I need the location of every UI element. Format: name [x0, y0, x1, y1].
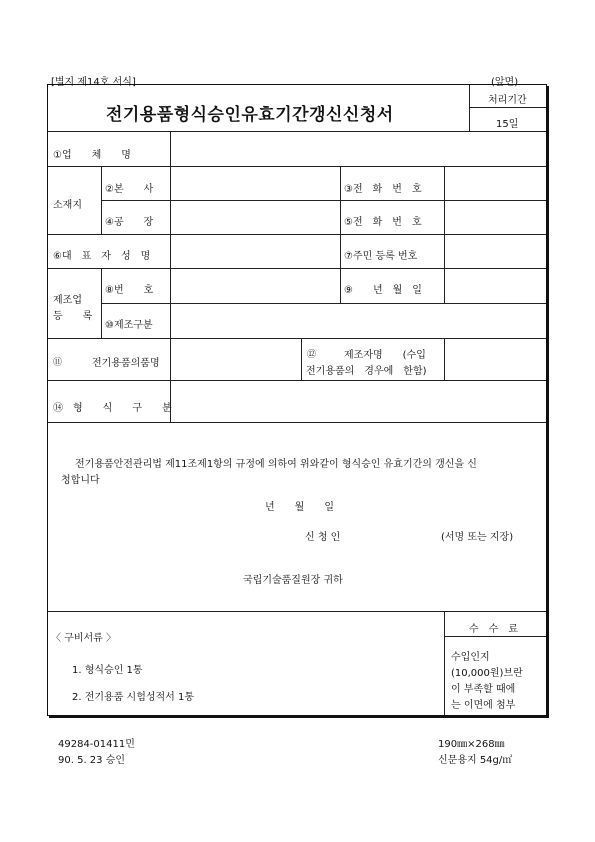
- divider: [469, 107, 546, 108]
- application-date: 년 월 일: [265, 502, 334, 513]
- mfg-registration-label-2: 등 록: [53, 311, 93, 322]
- head-office-label: ②본 사: [105, 184, 154, 195]
- representative-label: ⑥대 표 자 성 명: [53, 251, 151, 262]
- fee-line-1: 수입인지: [451, 652, 490, 663]
- product-name-label: 전기용품의품명: [92, 358, 160, 369]
- manufacturer-label-2: 전기용품의 경우에 한함): [306, 366, 427, 377]
- attachment-item-2: 2. 전기용품 시험성적서 1통: [72, 692, 195, 703]
- page-side-label: (앞면): [491, 77, 519, 88]
- divider: [469, 85, 470, 131]
- application-form: [47, 84, 547, 716]
- divider: [170, 303, 171, 338]
- processing-period-label: 처리기간: [488, 95, 527, 106]
- attachment-item-1: 1. 형식승인 1통: [72, 665, 143, 676]
- divider: [101, 200, 546, 201]
- divider: [170, 234, 171, 268]
- form-code: 49284-01411민: [58, 739, 135, 750]
- form-title: 전기용품형식승인유효기간갱신신청서: [106, 105, 394, 125]
- registration-date-label: ⑨ 년 월 일: [344, 285, 422, 296]
- divider: [48, 611, 546, 612]
- divider: [170, 268, 171, 303]
- mfg-registration-label: 제조업: [53, 295, 82, 306]
- company-name-label: ①업 체 명: [53, 150, 131, 161]
- factory-phone-label: ⑤전 화 번 호: [344, 217, 422, 228]
- signature-label: (서명 또는 지장): [441, 532, 514, 543]
- divider: [170, 131, 171, 166]
- head-office-phone-label: ③전 화 번 호: [344, 184, 422, 195]
- applicant-label: 신 청 인: [305, 532, 341, 543]
- statement-line-1: 전기용품안전관리법 제11조제1항의 규정에 의하여 위와같이 형식승인 유효기간의 갱신을 신: [75, 459, 477, 470]
- divider: [340, 268, 341, 303]
- divider: [444, 338, 445, 380]
- mfg-classification-label: ⑩제조구분: [105, 320, 153, 331]
- divider: [48, 131, 546, 132]
- address-label: 소재지: [53, 200, 82, 211]
- divider: [444, 268, 445, 303]
- addressee: 국립기술품질원장 귀하: [243, 575, 343, 586]
- divider: [48, 380, 546, 381]
- divider: [170, 166, 171, 234]
- factory-label: ④공 장: [105, 217, 154, 228]
- divider: [48, 422, 546, 423]
- divider: [444, 166, 445, 234]
- divider: [48, 268, 546, 269]
- fee-line-4: 는 이면에 첨부: [451, 700, 516, 711]
- divider: [340, 166, 341, 234]
- processing-period-value: 15일: [496, 119, 519, 130]
- attachments-heading: 〈 구비서류 〉: [51, 633, 116, 644]
- manufacturer-number: ⑫: [307, 350, 317, 360]
- fee-heading: 수 수 료: [469, 624, 518, 635]
- divider: [301, 338, 302, 380]
- type-classification-label: ⑭ 형 식 구 분: [53, 403, 172, 414]
- divider: [101, 303, 546, 304]
- product-name-number: ⑪: [53, 358, 63, 368]
- approval-date: 90. 5. 23 승인: [58, 755, 126, 766]
- divider: [48, 234, 546, 235]
- divider: [444, 636, 546, 637]
- form-number: [별지 제14호 서식]: [51, 77, 136, 88]
- divider: [170, 338, 171, 380]
- registration-number-label: ⑧번 호: [105, 285, 154, 296]
- divider: [340, 234, 341, 268]
- resident-number-label: ⑦주민 등록 번호: [344, 251, 418, 262]
- paper-size: 190㎜×268㎜: [438, 739, 505, 750]
- fee-line-3: 이 부족할 때에: [451, 684, 516, 695]
- divider: [444, 234, 445, 268]
- divider: [48, 166, 546, 167]
- paper-type: 신문용지 54g/㎡: [438, 755, 513, 766]
- divider: [170, 380, 171, 422]
- statement-line-2: 청합니다: [61, 475, 100, 486]
- fee-line-2: (10,000원)브란: [451, 668, 523, 679]
- divider: [48, 338, 546, 339]
- manufacturer-label: 제조자명 (수입: [344, 350, 426, 361]
- divider: [444, 611, 445, 715]
